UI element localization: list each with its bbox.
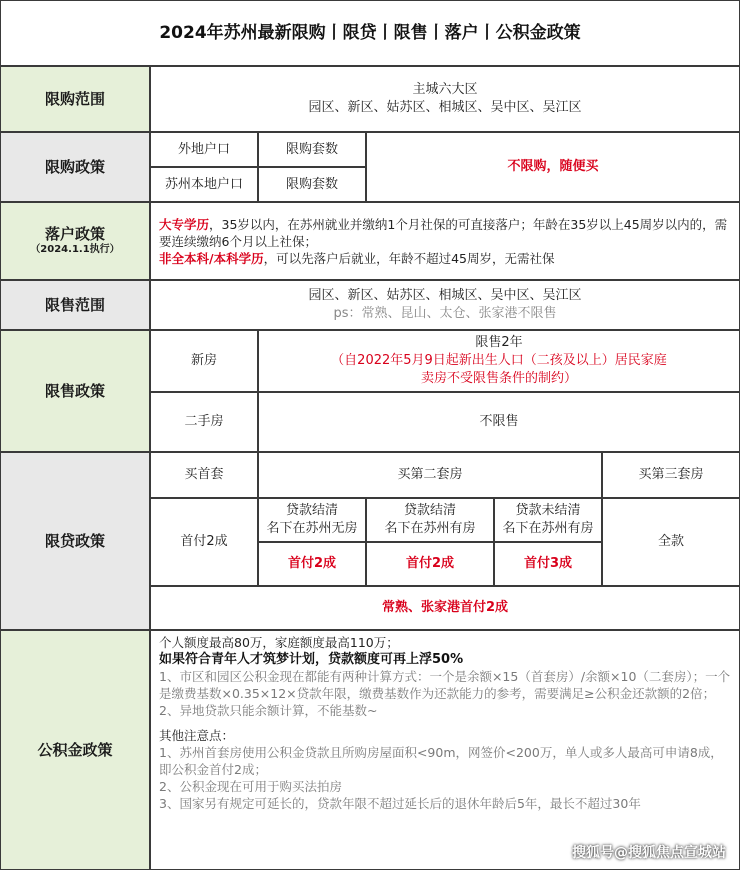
loan-case1-line2: 名下在苏州无房 (266, 521, 358, 536)
loan-third-down: 全款 (602, 498, 740, 586)
new-house-line2: （自2022年5月9日起新出生人口（二孩及以上）居民家庭 (331, 353, 667, 368)
watermark: 搜狐号@搜狐焦点宣城站 (572, 845, 726, 861)
fund-line-notes-title: 其他注意点： (159, 728, 235, 743)
loan-third-header: 买第三套房 (602, 452, 740, 498)
settle-policy-content (150, 202, 740, 280)
second-hand-value: 不限售 (258, 392, 740, 452)
nonlocal-quota: 限购套数 (258, 132, 366, 167)
fund-line-note3: 3、国家另有规定可延长的，贷款年限不超过延长后的退休年龄后5年，最长不超过30年 (159, 796, 641, 811)
purchase-scope-line2: 园区、新区、姑苏区、相城区、吴中区、吴江区 (308, 100, 582, 115)
fund-line-remote: 2、异地贷款只能余额计算，不能基数~ (159, 703, 378, 718)
fund-policy-content (150, 630, 740, 870)
settle-policy-para2 (159, 250, 555, 267)
settle-policy-label (0, 202, 150, 280)
sale-scope-line1: 园区、新区、姑苏区、相城区、吴中区、吴江区 (308, 288, 582, 303)
fund-spacer (159, 719, 731, 727)
settle-policy-text1: ，35岁以内，在苏州就业并缴纳1个月社保的可直接落户；年龄在35岁以上45周岁以内的，需要连续缴纳6个月以上社保； (159, 216, 728, 249)
purchase-policy-label: 限购政策 (0, 132, 150, 202)
fund-line-quota: 个人额度最高80万，家庭额度最高110万； (159, 635, 399, 650)
loan-note: 常熟、张家港首付2成 (150, 586, 740, 630)
second-hand-label: 二手房 (150, 392, 258, 452)
loan-case3-down: 首付3成 (494, 542, 602, 586)
loan-policy-label: 限贷政策 (0, 452, 150, 630)
loan-case2-line2: 名下在苏州有房 (384, 521, 476, 536)
fund-line-note2: 2、公积金现在可用于购买法拍房 (159, 779, 342, 794)
loan-first-header: 买首套 (150, 452, 258, 498)
loan-case2-down: 首付2成 (366, 542, 494, 586)
settle-policy-para1 (159, 216, 731, 250)
settle-policy-em2: 非全本科/本科学历 (159, 250, 264, 266)
settle-policy-text2: ，可以先落户后就业，年龄不超过45周岁，无需社保 (263, 250, 555, 266)
fund-line-bonus: 如果符合青年人才筑梦计划，贷款额度可再上浮50% (159, 652, 464, 667)
new-house-line1: 限售2年 (475, 335, 523, 350)
fund-policy-label: 公积金政策 (0, 630, 150, 870)
sale-scope-label: 限售范围 (0, 280, 150, 330)
loan-case3-line1: 贷款未结清 (515, 503, 581, 518)
fund-line-note1: 1、苏州首套房使用公积金贷款且所购房屋面积<90m，网签价<200万，单人或多人最高可申请8成，即公积金首付2成； (159, 745, 723, 777)
settle-policy-title: 落户政策 (44, 225, 105, 243)
loan-case1-down: 首付2成 (258, 542, 366, 586)
new-house-line3: 卖房不受限售条件的制约） (420, 371, 577, 386)
fund-line-calc: 1、市区和园区公积金现在都能有两种计算方式：一个是余额×15（首套房）/余额×10（二套房）；一个是缴费基数×0.35×12×贷款年限，缴费基数作为还款能力的参考，需要满足≥公积金还款额的2倍； (159, 669, 731, 701)
page-title: 2024年苏州最新限购丨限贷丨限售丨落户丨公积金政策 (0, 0, 740, 66)
purchase-scope-content (150, 66, 740, 132)
nonlocal-hukou: 外地户口 (150, 132, 258, 167)
loan-second-header: 买第二套房 (258, 452, 602, 498)
sale-scope-line2: ps：常熟、昆山、太仓、张家港不限售 (333, 306, 557, 321)
loan-case2 (366, 498, 494, 542)
loan-case3 (494, 498, 602, 542)
loan-case2-line1: 贷款结清 (403, 503, 456, 518)
sale-policy-label: 限售政策 (0, 330, 150, 452)
loan-case1-line1: 贷款结清 (285, 503, 338, 518)
sale-scope-content (150, 280, 740, 330)
loan-case3-line2: 名下在苏州有房 (502, 521, 594, 536)
purchase-policy-result: 不限购，随便买 (366, 132, 740, 202)
new-house-label: 新房 (150, 330, 258, 392)
local-hukou: 苏州本地户口 (150, 167, 258, 202)
new-house-content (258, 330, 740, 392)
loan-case1 (258, 498, 366, 542)
settle-policy-date: （2024.1.1执行） (30, 244, 120, 255)
loan-first-down: 首付2成 (150, 498, 258, 586)
purchase-scope-label: 限购范围 (0, 66, 150, 132)
settle-policy-em1: 大专学历 (159, 216, 210, 232)
purchase-scope-line1: 主城六大区 (412, 82, 478, 97)
local-quota: 限购套数 (258, 167, 366, 202)
